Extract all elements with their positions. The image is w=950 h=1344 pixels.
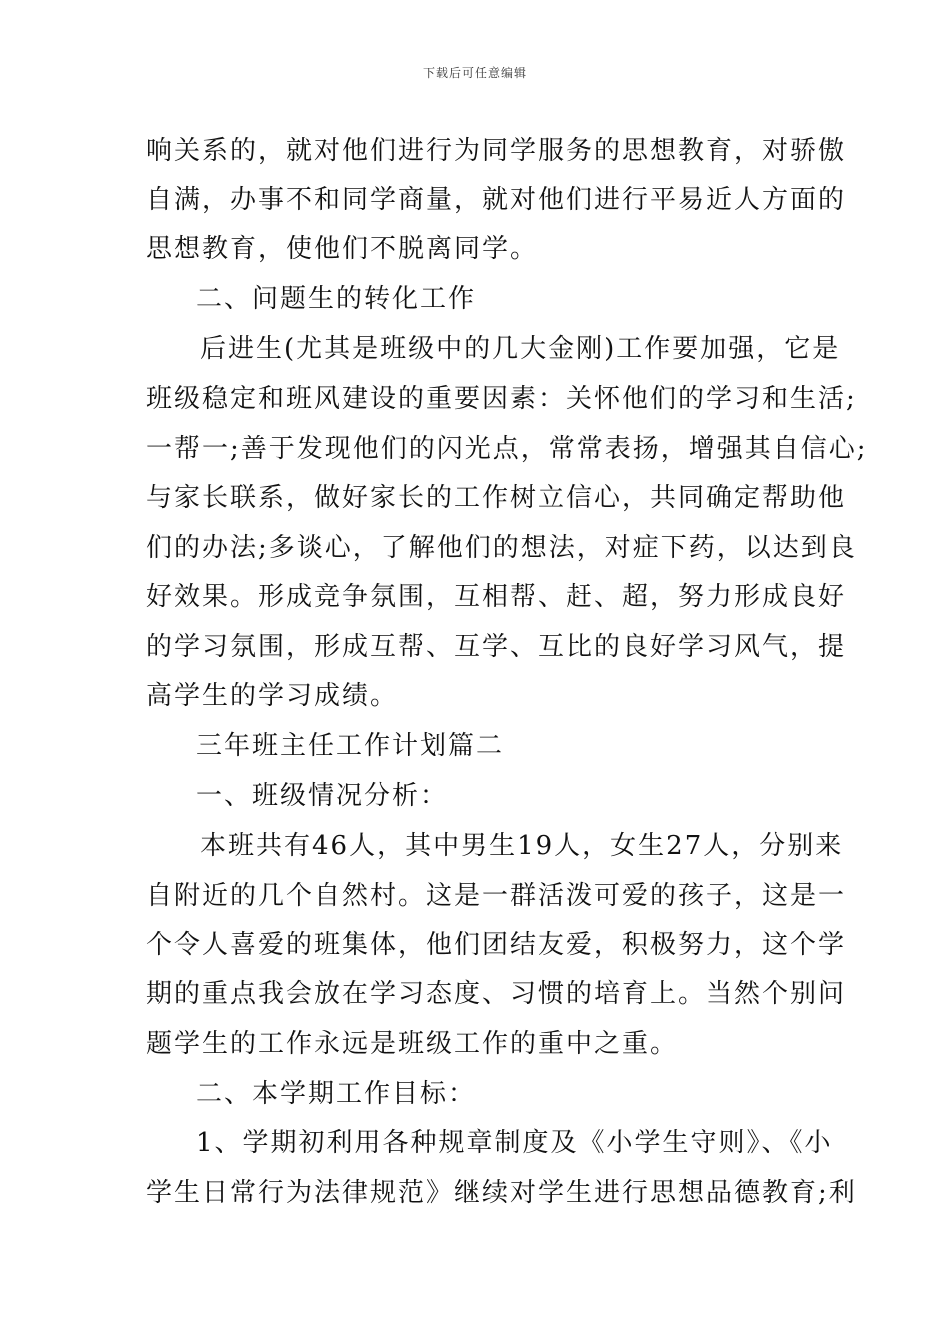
paragraph-line: 自附近的几个自然村。这是一群活泼可爱的孩子，这是一 <box>146 881 847 911</box>
paragraph-line: 高学生的学习成绩。 <box>146 681 399 711</box>
paragraph-line: 后进生(尤其是班级中的几大金刚)工作要加强，它是 <box>200 334 841 364</box>
paragraph-line: 自满，办事不和同学商量，就对他们进行平易近人方面的 <box>146 185 847 215</box>
section-heading: 一、班级情况分析： <box>196 781 449 811</box>
paragraph-line: 1、学期初利用各种规章制度及《小学生守则》、《小 <box>196 1128 833 1158</box>
paragraph-line: 期的重点我会放在学习态度、习惯的培育上。当然个别问 <box>146 979 847 1009</box>
paragraph-line: 响关系的，就对他们进行为同学服务的思想教育，对骄傲 <box>146 136 847 166</box>
paragraph-line: 思想教育，使他们不脱离同学。 <box>146 234 539 264</box>
header-note: 下载后可任意编辑 <box>422 66 527 80</box>
section-heading: 二、本学期工作目标： <box>196 1079 477 1109</box>
paragraph-line: 班级稳定和班风建设的重要因素：关怀他们的学习和生活; <box>146 384 857 414</box>
paragraph-line: 题学生的工作永远是班级工作的重中之重。 <box>146 1029 679 1059</box>
paragraph-line: 个令人喜爱的班集体，他们团结友爱，积极努力，这个学 <box>146 930 847 960</box>
paragraph-line: 好效果。形成竞争氛围，互相帮、赶、超，努力形成良好 <box>146 582 847 612</box>
paragraph-line: 学生日常行为法律规范》继续对学生进行思想品德教育;利 <box>146 1178 857 1208</box>
section-heading: 二、问题生的转化工作 <box>196 284 477 314</box>
section-title: 三年班主任工作计划篇二 <box>196 731 505 761</box>
paragraph-line: 与家长联系，做好家长的工作树立信心，共同确定帮助他 <box>146 483 847 513</box>
paragraph-line: 的学习氛围，形成互帮、互学、互比的良好学习风气，提 <box>146 632 847 662</box>
paragraph-line: 们的办法;多谈心，了解他们的想法，对症下药，以达到良 <box>146 533 857 563</box>
paragraph-line: 本班共有46人，其中男生19人，女生27人，分别来 <box>200 831 844 861</box>
paragraph-line: 一帮一;善于发现他们的闪光点，常常表扬，增强其自信心; <box>146 434 868 464</box>
